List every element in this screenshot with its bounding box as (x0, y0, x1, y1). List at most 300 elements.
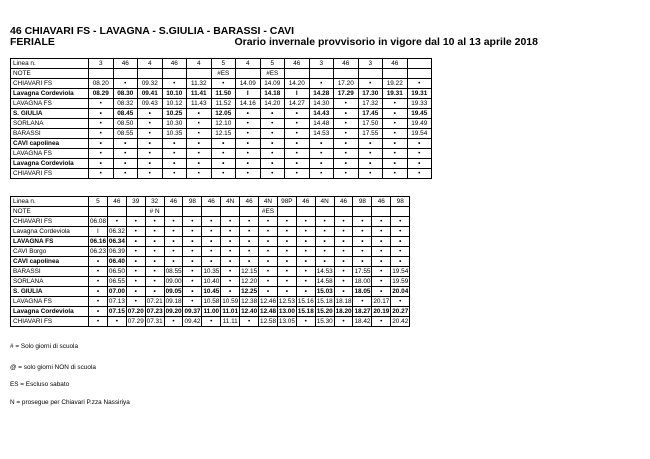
time-cell: • (353, 247, 372, 257)
time-cell: • (358, 159, 383, 169)
time-cell: • (309, 159, 334, 169)
time-cell: 20.17 (373, 298, 390, 305)
time-cell: • (183, 297, 202, 307)
table-row (11, 307, 410, 317)
time-cell: 18.18 (335, 298, 352, 305)
time-cell: 12.48 (260, 308, 277, 315)
time-cell: 10.25 (162, 109, 187, 119)
time-cell: • (391, 247, 410, 257)
time-cell: • (126, 257, 145, 267)
time-cell: • (334, 139, 359, 149)
time-cell: 11.43 (187, 99, 212, 109)
time-cell: 10.35 (162, 129, 187, 139)
time-cell: 39 (126, 197, 145, 207)
time-cell: • (353, 217, 372, 227)
time-cell: 08.30 (113, 89, 138, 99)
time-cell: 10.45 (203, 288, 220, 295)
time-cell: • (334, 119, 359, 129)
time-cell: • (391, 227, 410, 237)
time-cell: • (89, 119, 114, 129)
time-cell: • (183, 277, 202, 287)
time-cell: • (240, 257, 259, 267)
time-cell: • (107, 217, 126, 227)
stop-name: CHIAVARI FS (11, 79, 89, 89)
time-cell: • (358, 169, 383, 179)
time-cell: 12.20 (241, 278, 258, 285)
time-cell (138, 69, 163, 79)
time-cell: 06.16 (90, 238, 106, 245)
time-cell: • (391, 257, 410, 267)
time-cell: • (211, 149, 236, 159)
time-cell (187, 69, 212, 79)
time-cell: 06.08 (90, 218, 106, 225)
time-cell: 07.00 (108, 288, 125, 295)
time-cell: I (89, 227, 108, 237)
time-cell: 46 (240, 197, 259, 207)
time-cell: • (162, 149, 187, 159)
stop-name: LAVAGNA FS (11, 149, 89, 159)
time-cell: 3 (309, 59, 334, 69)
time-cell: 10.59 (222, 298, 239, 305)
time-cell: 06.39 (108, 248, 125, 255)
stop-name: Lavagna Cordeviola (11, 227, 89, 237)
time-cell: • (259, 247, 278, 257)
time-cell: 12.15 (211, 129, 236, 139)
time-cell: • (183, 257, 202, 267)
time-cell (391, 207, 410, 217)
time-cell (240, 207, 259, 217)
time-cell: • (358, 139, 383, 149)
time-cell (113, 69, 138, 79)
time-cell: 12.05 (211, 109, 236, 119)
time-cell: 12.40 (241, 308, 258, 315)
time-cell: • (315, 217, 334, 227)
time-cell: • (334, 217, 353, 227)
time-cell: • (162, 79, 187, 89)
stop-name: BARASSI (11, 129, 89, 139)
table-row (11, 227, 410, 237)
table-row (11, 207, 410, 217)
stop-name: CHIAVARI FS (11, 169, 89, 179)
time-cell: • (221, 287, 240, 297)
stop-name: LAVAGNA FS (11, 237, 89, 247)
time-cell: • (138, 159, 163, 169)
time-cell: • (383, 109, 408, 119)
time-cell: 11.52 (211, 99, 236, 109)
time-cell (277, 207, 296, 217)
time-cell: 19.22 (383, 79, 408, 89)
table-row (11, 89, 432, 99)
time-cell: 17.55 (354, 268, 371, 275)
stop-name: Lavagna Cordeviola (11, 89, 89, 99)
time-cell: 20.19 (373, 308, 390, 315)
time-cell: 09.05 (165, 288, 182, 295)
time-cell: 14.20 (260, 99, 285, 109)
time-cell: 15.03 (316, 288, 333, 295)
time-cell: 11.00 (203, 308, 220, 315)
table-row (11, 69, 432, 79)
time-cell: 06.55 (108, 278, 125, 285)
time-cell: • (353, 257, 372, 267)
time-cell: 11.01 (222, 308, 238, 315)
time-cell: • (334, 159, 359, 169)
timetable-title: 46 CHIAVARI FS - LAVAGNA - S.GIULIA - BARASSI - CAVI (10, 25, 295, 37)
time-cell: 07.13 (108, 298, 125, 305)
time-cell: 20.42 (392, 318, 409, 325)
time-cell (296, 207, 315, 217)
time-cell: • (240, 317, 259, 327)
time-cell: 14.20 (285, 79, 310, 89)
time-cell: • (138, 119, 163, 129)
time-cell: 19.31 (407, 89, 432, 99)
time-cell: • (126, 227, 145, 237)
time-cell: 11.32 (187, 79, 212, 89)
time-cell: • (309, 79, 334, 89)
stop-name: CHIAVARI FS (11, 317, 89, 327)
table-row (11, 267, 410, 277)
time-cell: • (315, 257, 334, 267)
time-cell: • (113, 139, 138, 149)
time-cell: 5 (211, 59, 236, 69)
time-cell: 14.18 (260, 89, 285, 99)
time-cell: • (407, 139, 432, 149)
time-cell: • (89, 297, 108, 307)
time-cell: 4 (236, 59, 261, 69)
time-cell: • (277, 257, 296, 267)
time-cell: • (334, 257, 353, 267)
time-cell: • (240, 227, 259, 237)
time-cell: • (187, 169, 212, 179)
time-cell: • (372, 267, 391, 277)
time-cell: 12.10 (211, 119, 236, 129)
time-cell: • (126, 267, 145, 277)
time-cell: • (89, 257, 108, 267)
time-cell: 46 (372, 197, 391, 207)
table-row (11, 217, 410, 227)
time-cell: 12.25 (241, 288, 258, 295)
time-cell: • (309, 139, 334, 149)
time-cell: • (260, 119, 285, 129)
time-cell: • (407, 79, 432, 89)
time-cell: 15.18 (316, 298, 333, 305)
time-cell: • (296, 257, 315, 267)
time-cell (353, 207, 372, 217)
time-cell: • (334, 317, 353, 327)
time-cell: • (162, 169, 187, 179)
time-cell: • (277, 217, 296, 227)
time-cell (126, 207, 145, 217)
time-cell: • (221, 247, 240, 257)
time-cell: 10.12 (162, 99, 187, 109)
time-cell: • (334, 237, 353, 247)
time-cell: 07.29 (127, 318, 144, 325)
time-cell: • (138, 129, 163, 139)
time-cell: • (138, 109, 163, 119)
time-cell: 20.04 (392, 288, 409, 295)
time-cell: 15.20 (316, 308, 333, 315)
time-cell: 08.55 (113, 129, 138, 139)
time-cell: #ES (260, 69, 285, 79)
time-cell (334, 207, 353, 217)
time-cell: • (89, 169, 114, 179)
time-cell: 07.23 (146, 308, 163, 315)
time-cell: • (407, 169, 432, 179)
time-cell: • (162, 139, 187, 149)
time-cell: • (236, 169, 261, 179)
time-cell: 10.30 (162, 119, 187, 129)
time-cell: 13.00 (278, 308, 295, 315)
time-cell: • (309, 169, 334, 179)
time-cell: • (372, 257, 391, 267)
time-cell: • (221, 267, 240, 277)
time-cell: 08.45 (113, 109, 138, 119)
stop-name: CHIAVARI FS (11, 217, 89, 227)
time-cell: 46 (296, 197, 315, 207)
time-cell: • (372, 247, 391, 257)
stop-name: NOTE (11, 69, 89, 79)
time-cell: • (89, 99, 114, 109)
time-cell: 19.59 (392, 278, 409, 285)
stop-name: LAVAGNA FS (11, 99, 89, 109)
time-cell: • (296, 237, 315, 247)
time-cell: 14.58 (316, 278, 333, 285)
time-cell: • (334, 247, 353, 257)
time-cell: • (202, 247, 221, 257)
table-row (11, 109, 432, 119)
time-cell: 07.21 (146, 298, 163, 305)
stop-name: LAVAGNA FS (11, 297, 89, 307)
time-cell: 09.42 (184, 318, 201, 325)
time-cell: 06.34 (108, 238, 125, 245)
time-cell: 06.50 (108, 268, 125, 275)
note-item: ES = Escluso sabato (10, 381, 70, 388)
stop-name: S. GIULIA (11, 287, 89, 297)
time-cell: • (285, 169, 310, 179)
time-cell: • (334, 287, 353, 297)
time-cell: • (162, 159, 187, 169)
time-cell: • (285, 159, 310, 169)
time-cell: • (211, 79, 236, 89)
time-cell: • (296, 267, 315, 277)
time-cell: • (164, 257, 183, 267)
time-cell: 4 (138, 59, 163, 69)
time-cell: • (334, 109, 359, 119)
time-cell: • (89, 287, 108, 297)
time-cell: • (296, 317, 315, 327)
time-cell: • (138, 149, 163, 159)
time-cell: • (211, 139, 236, 149)
time-cell: 17.29 (334, 89, 359, 99)
time-cell: • (315, 247, 334, 257)
time-cell: 12.46 (260, 298, 277, 305)
time-cell: • (285, 119, 310, 129)
table-row (11, 159, 432, 169)
time-cell: 09.20 (165, 308, 182, 315)
time-cell: • (221, 227, 240, 237)
time-cell: • (372, 217, 391, 227)
time-cell: 46 (113, 59, 138, 69)
time-cell: 14.53 (316, 268, 333, 275)
time-cell (107, 207, 126, 217)
time-cell: • (202, 317, 221, 327)
time-cell: 19.49 (407, 119, 432, 129)
time-cell: • (89, 139, 114, 149)
time-cell: • (372, 237, 391, 247)
time-cell: 09.41 (138, 89, 163, 99)
time-cell: 98P (277, 197, 296, 207)
timetable-return (10, 196, 410, 327)
time-cell: • (277, 237, 296, 247)
time-cell: 20.27 (392, 308, 409, 315)
time-cell: • (372, 277, 391, 287)
time-cell: • (315, 227, 334, 237)
time-cell: • (183, 237, 202, 247)
table-row (11, 197, 410, 207)
time-cell: • (383, 159, 408, 169)
time-cell: • (334, 99, 359, 109)
stop-name: NOTE (11, 207, 89, 217)
time-cell: 98 (353, 197, 372, 207)
time-cell: 14.53 (309, 129, 334, 139)
time-cell: • (277, 277, 296, 287)
time-cell: 18.42 (354, 318, 371, 325)
time-cell: 08.29 (89, 89, 114, 99)
stop-name: Linea n. (11, 197, 89, 207)
stop-name: SORLANA (11, 277, 89, 287)
time-cell: • (236, 129, 261, 139)
time-cell: • (372, 317, 391, 327)
time-cell: 17.45 (358, 109, 383, 119)
time-cell: • (260, 149, 285, 159)
time-cell: • (113, 169, 138, 179)
time-cell: • (89, 307, 108, 317)
time-cell: • (89, 317, 108, 327)
stop-name: SORLANA (11, 119, 89, 129)
time-cell: • (138, 139, 163, 149)
time-cell (164, 207, 183, 217)
time-cell: # N (145, 207, 164, 217)
time-cell: • (353, 227, 372, 237)
time-cell: • (202, 227, 221, 237)
time-cell: • (202, 257, 221, 267)
time-cell (183, 207, 202, 217)
time-cell: • (89, 149, 114, 159)
time-cell: 15.16 (297, 298, 314, 305)
time-cell: • (353, 297, 372, 307)
time-cell: 11.41 (187, 89, 212, 99)
time-cell: • (183, 227, 202, 237)
time-cell: 12.53 (278, 298, 295, 305)
time-cell (285, 69, 310, 79)
time-cell: 19.54 (407, 129, 432, 139)
table-row (11, 99, 432, 109)
time-cell: • (183, 247, 202, 257)
time-cell: 46 (164, 197, 183, 207)
time-cell: • (259, 267, 278, 277)
time-cell (372, 207, 391, 217)
time-cell: 09.32 (138, 79, 163, 89)
time-cell: • (113, 149, 138, 159)
time-cell: • (259, 257, 278, 267)
validity-period: Orario invernale provvisorio in vigore dal 10 al 13 aprile 2018 (234, 36, 538, 48)
time-cell: 18.20 (335, 308, 352, 315)
day-type-label: FERIALE (10, 36, 55, 48)
time-cell: • (187, 149, 212, 159)
time-cell: • (407, 159, 432, 169)
table-row (11, 139, 432, 149)
time-cell: • (391, 217, 410, 227)
time-cell: • (145, 257, 164, 267)
time-cell: • (211, 169, 236, 179)
time-cell: • (383, 99, 408, 109)
time-cell: • (187, 109, 212, 119)
time-cell: 3 (89, 59, 114, 69)
time-cell: 17.50 (358, 119, 383, 129)
time-cell: • (183, 217, 202, 227)
time-cell: • (89, 109, 114, 119)
table-row (11, 129, 432, 139)
time-cell: #ES (259, 207, 278, 217)
time-cell: 09.37 (184, 308, 201, 315)
time-cell: • (187, 159, 212, 169)
time-cell: 17.30 (358, 89, 383, 99)
time-cell: • (236, 149, 261, 159)
time-cell: • (126, 297, 145, 307)
note-item: @ = solo giorni NON di scuola (10, 364, 96, 371)
time-cell: 5 (89, 197, 108, 207)
time-cell (334, 69, 359, 79)
time-cell: • (277, 227, 296, 237)
time-cell: • (383, 139, 408, 149)
table-row (11, 237, 410, 247)
time-cell: • (353, 237, 372, 247)
time-cell: • (358, 149, 383, 159)
time-cell: 46 (107, 197, 126, 207)
time-cell: • (221, 217, 240, 227)
time-cell: • (277, 247, 296, 257)
time-cell: 19.45 (407, 109, 432, 119)
time-cell: 08.55 (165, 268, 182, 275)
time-cell: 08.20 (89, 79, 114, 89)
time-cell: • (334, 149, 359, 159)
time-cell: • (334, 129, 359, 139)
time-cell: • (126, 287, 145, 297)
time-cell: • (164, 317, 183, 327)
time-cell: 46 (334, 197, 353, 207)
time-cell: 46 (162, 59, 187, 69)
time-cell: 13.05 (278, 318, 295, 325)
time-cell: • (183, 287, 202, 297)
time-cell: • (259, 277, 278, 287)
table-row (11, 59, 432, 69)
time-cell: 14.27 (285, 99, 310, 109)
time-cell (407, 59, 432, 69)
time-cell: • (202, 237, 221, 247)
time-cell: • (296, 227, 315, 237)
stop-name: CAVI capolinea (11, 139, 89, 149)
stop-name: CAVI capolinea (11, 257, 89, 267)
time-cell: 14.30 (309, 99, 334, 109)
time-cell: • (164, 227, 183, 237)
stop-name: Lavagna Cordeviola (11, 307, 89, 317)
time-cell: 10.35 (203, 268, 220, 275)
time-cell: • (334, 277, 353, 287)
time-cell: • (296, 247, 315, 257)
time-cell: • (315, 237, 334, 247)
time-cell: 18.05 (354, 288, 371, 295)
time-cell: I (285, 89, 310, 99)
time-cell: 10.10 (162, 89, 187, 99)
